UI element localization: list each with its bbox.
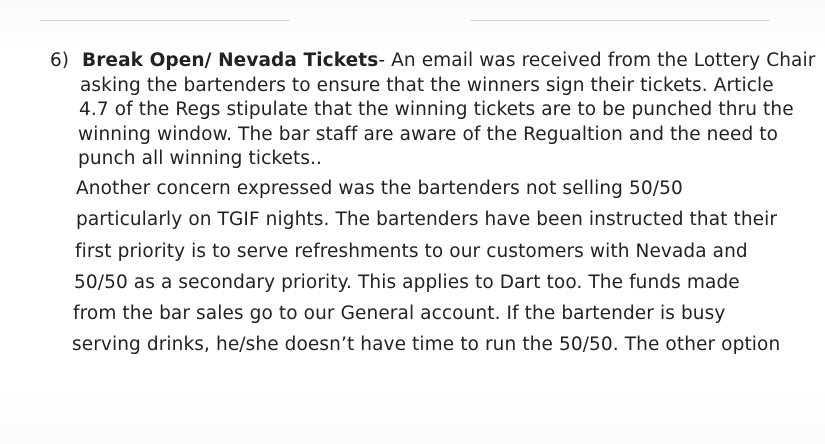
- item-heading-suffix: - An email was received from the Lottery Chair: [378, 50, 816, 71]
- top-divider-right: [470, 20, 770, 21]
- paragraph2-line: 50/50 as a secondary priority. This applies to Dart too. The funds made: [74, 272, 740, 293]
- paragraph2-line: first priority is to serve refreshments to our customers with Nevada and: [75, 241, 748, 262]
- paragraph1-line: winning window. The bar staff are aware of the Regualtion and the need to: [78, 124, 779, 145]
- item-heading: Break Open/ Nevada Tickets: [82, 50, 379, 71]
- paragraph1-line: punch all winning tickets..: [78, 148, 323, 169]
- item-heading-line: [82, 50, 815, 72]
- paragraph2-line: serving drinks, he/she doesn’t have time to run the 50/50. The other option: [72, 334, 781, 355]
- paragraph2-line: Another concern expressed was the bartenders not selling 50/50: [76, 178, 683, 199]
- paragraph2-line: from the bar sales go to our General account. If the bartender is busy: [73, 303, 726, 324]
- paragraph2-line: particularly on TGIF nights. The bartenders have been instructed that their: [76, 209, 778, 230]
- item-number: 6): [50, 50, 69, 71]
- paragraph1-line: 4.7 of the Regs stipulate that the winning tickets are to be punched thru the: [79, 99, 794, 120]
- top-divider-left: [40, 20, 290, 21]
- paragraph1-line: asking the bartenders to ensure that the winners sign their tickets. Article: [80, 75, 774, 96]
